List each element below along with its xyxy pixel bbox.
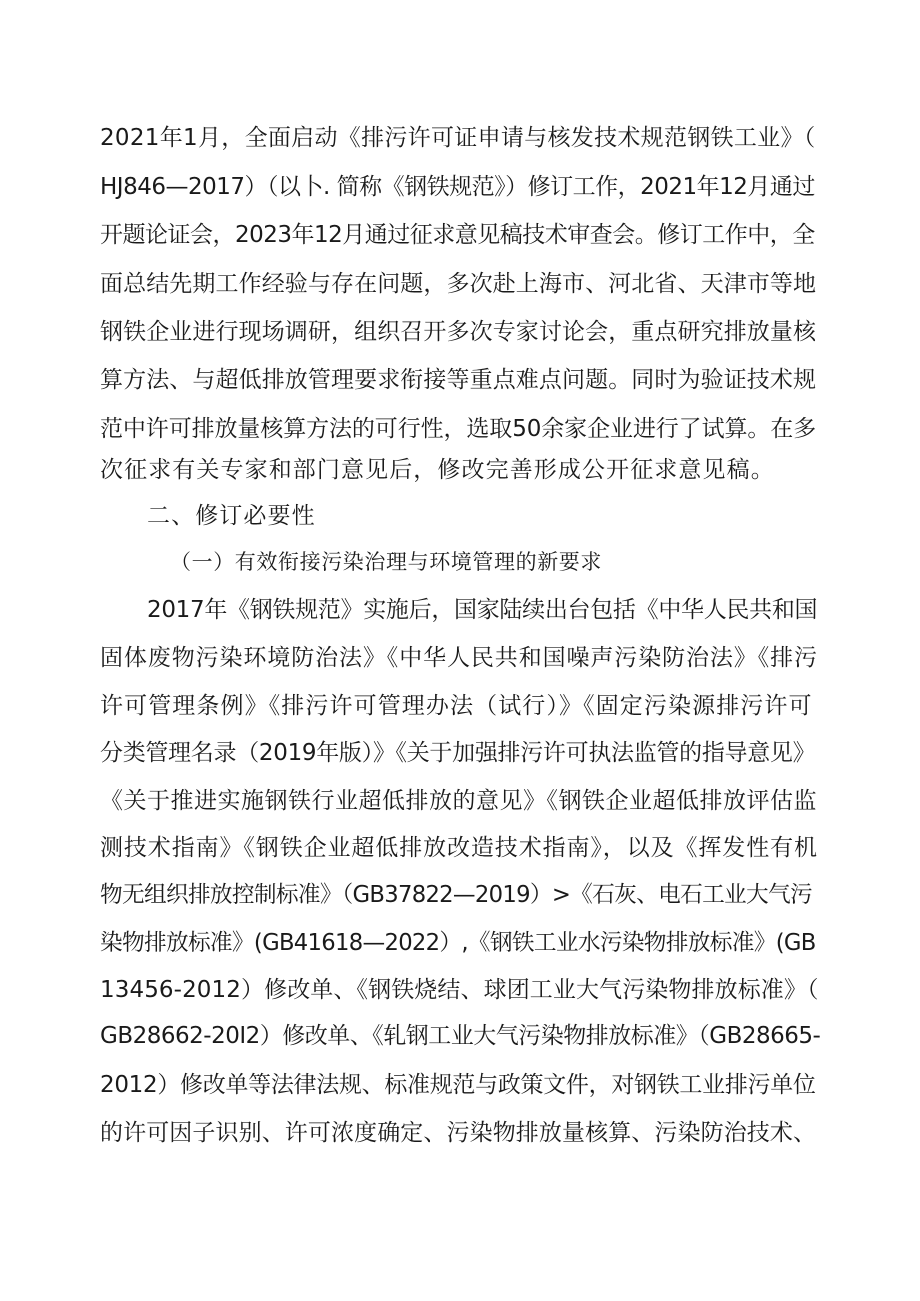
paragraph-1-line-3: 开题论证会，2023年12月通过征求意见稿技术审查会。修订工作中，全: [100, 222, 815, 248]
paragraph-2-line-10: GB28662-20I2）修改单、《轧钢工业大气污染物排放标准》（GB28665-: [100, 1023, 821, 1049]
paragraph-1-line-5: 钢铁企业进行现场调研，组织召开多次专家讨论会，重点研究排放量核: [100, 319, 817, 345]
paragraph-2-line-11: 2012）修改单等法律法规、标准规范与政策文件，对钢铁工业排污单位: [100, 1072, 816, 1098]
subsection-heading: （一）有效衔接污染治理与环境管理的新要求: [170, 550, 602, 574]
paragraph-2-line-9: 13456-2012）修改单、《钢铁烧结、球团工业大气污染物排放标准》（: [100, 977, 819, 1003]
paragraph-2-line-12: 的许可因子识别、许可浓度确定、污染物排放量核算、污染防治技术、: [100, 1120, 817, 1146]
paragraph-2-line-2: 固体废物污染环境防治法》《中华人民共和国噪声污染防治法》《排污: [100, 645, 818, 671]
paragraph-2-line-6: 测技术指南》《钢铁企业超低排放改造技术指南》，以及《挥发性有机: [100, 835, 818, 861]
paragraph-1-line-2: HJ846—2017）（以卜. 简称《钢铁规范》）修订工作，2021年12月通过: [100, 174, 815, 200]
paragraph-2-line-4: 分类管理名录（2019年版）》《关于加强排污许可执法监管的指导意见》: [100, 740, 816, 766]
paragraph-1-line-1: 2021年1月，全面启动《排污许可证申请与核发技术规范钢铁工业》（: [100, 125, 816, 151]
paragraph-2-line-5: 《关于推进实施钢铁行业超低排放的意见》《钢铁企业超低排放评估监: [100, 788, 817, 814]
paragraph-2-line-3: 许可管理条例》《排污许可管理办法（试行）》《固定污染源排污许可: [100, 693, 813, 719]
paragraph-1-line-4: 面总结先期工作经验与存在问题，多次赴上海市、河北省、天津市等地: [100, 271, 817, 297]
section-heading: 二、修订必要性: [147, 503, 316, 529]
paragraph-1-line-7: 范中许可排放量核算方法的可行性，选取50余家企业进行了试算。在多: [100, 416, 817, 442]
paragraph-1-line-6: 算方法、与超低排放管理要求衔接等重点难点问题。同时为验证技术规: [100, 367, 817, 393]
paragraph-2-line-1: 2017年《钢铁规范》实施后，国家陆续出台包括《中华人民共和国: [147, 597, 818, 623]
paragraph-2-line-8: 染物排放标准》(GB41618—2022）,《钢铁工业水污染物排放标准》(GB: [100, 930, 816, 956]
paragraph-2-line-7: 物无组织排放控制标准》（GB37822—2019）>《石灰、电石工业大气污: [100, 882, 813, 908]
paragraph-1-line-8: 次征求有关专家和部门意见后，修改完善形成公开征求意见稿。: [100, 457, 775, 483]
